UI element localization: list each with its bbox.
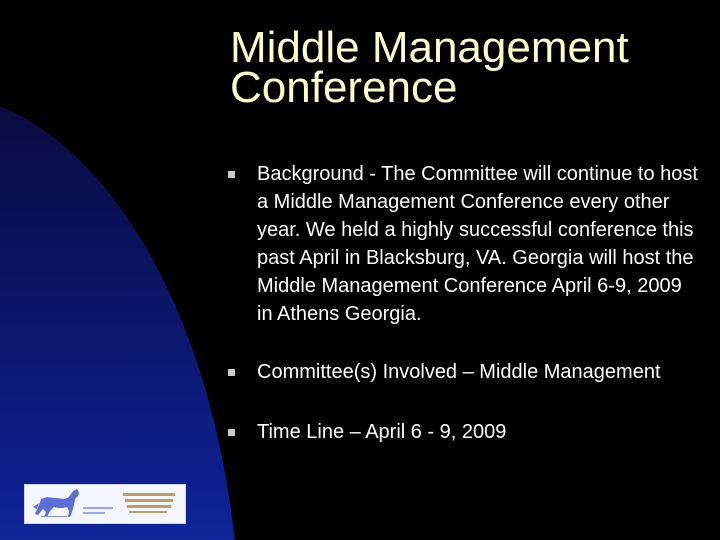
bullet-item-committees — [228, 358, 698, 386]
horse-icon — [25, 485, 185, 523]
slide-title-line-2: Conference — [230, 63, 458, 112]
bullet-text-timeline: Time Line – April 6 - 9, 2009 — [257, 421, 507, 443]
bullet-list — [228, 160, 698, 446]
bullet-text-background: Background - The Committee will continue to host a Middle Management Conference every other year. We held a highly successful conference this past April in Blacksburg, VA. Georgia will host the Middle Management Conference April 6-9, 2009 in Athens Georgia. — [257, 163, 698, 325]
blue-gradient-arc — [0, 92, 240, 540]
bullet-item-timeline — [228, 418, 698, 446]
bullet-item-background — [228, 160, 698, 328]
bullet-marker-icon — [228, 429, 235, 436]
bullet-marker-icon — [228, 171, 235, 178]
conference-logo — [24, 484, 186, 524]
bullet-text-committees: Committee(s) Involved – Middle Management — [257, 361, 661, 383]
slide-title-line-1: Middle Management — [230, 23, 629, 72]
bullet-marker-icon — [228, 369, 235, 376]
slide-title — [230, 23, 700, 112]
